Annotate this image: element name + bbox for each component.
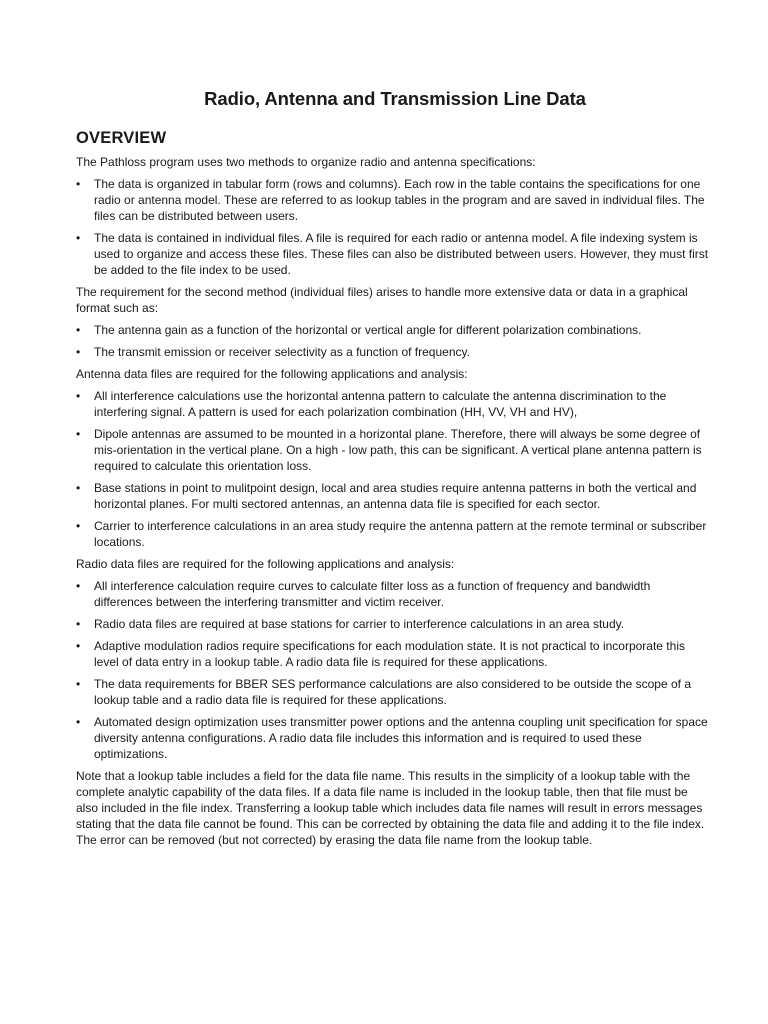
list-item-text: The transmit emission or receiver selectivity as a function of frequency. <box>94 345 470 359</box>
radio-paragraph: Radio data files are required for the following applications and analysis: <box>76 557 455 571</box>
list-item-text: Carrier to interference calculations in an area study require the antenna pattern at the remote terminal or subscriber locations. <box>94 519 707 549</box>
bullet-icon: • <box>76 481 81 495</box>
list-item <box>76 344 712 360</box>
document-body <box>76 154 712 854</box>
list-item <box>76 638 712 670</box>
list-item-text: The data requirements for BBER SES performance calculations are also considered to be outside the scope of a lookup table and a radio data file is required for these applications. <box>94 677 691 707</box>
list-item <box>76 616 712 632</box>
list-item <box>76 578 712 610</box>
note-paragraph: Note that a lookup table includes a field for the data file name. This results in the simplicity of a lookup table with the complete analytic capability of the data files. If a data file name is included in the lookup table, then that file must be also included in the file index. Transferring a lookup table which includes data file names will result in errors messages stating that the data file cannot be found. This can be corrected by obtaining the data file and adding it to the file index. The error can be removed (but not corrected) by erasing the data file name from the lookup table. <box>76 769 705 847</box>
list-item <box>76 176 712 224</box>
bullet-icon: • <box>76 617 81 631</box>
bullet-icon: • <box>76 323 81 337</box>
bullet-icon: • <box>76 519 81 533</box>
graphical-examples-list <box>76 322 712 360</box>
bullet-icon: • <box>76 427 81 441</box>
bullet-icon: • <box>76 231 81 245</box>
list-item <box>76 322 712 338</box>
bullet-icon: • <box>76 715 81 729</box>
antenna-paragraph: Antenna data files are required for the following applications and analysis: <box>76 367 468 381</box>
methods-list <box>76 176 712 278</box>
page-title: Radio, Antenna and Transmission Line Data <box>204 88 586 109</box>
list-item <box>76 480 712 512</box>
bullet-icon: • <box>76 345 81 359</box>
bullet-icon: • <box>76 177 81 191</box>
list-item <box>76 426 712 474</box>
list-item-text: The antenna gain as a function of the horizontal or vertical angle for different polarization combinations. <box>94 323 642 337</box>
list-item-text: Dipole antennas are assumed to be mounted in a horizontal plane. Therefore, there will always be some degree of mis-orientation in the vertical plane. On a high - low path, this can be significant. A vertical plane antenna pattern is required to calculate this orientation loss. <box>94 427 702 473</box>
list-item-text: Automated design optimization uses transmitter power options and the antenna coupling unit specification for space diversity antenna configurations. A radio data file includes this information and is required to used these optimizations. <box>94 715 708 761</box>
list-item <box>76 388 712 420</box>
section-heading: OVERVIEW <box>76 129 167 147</box>
list-item <box>76 230 712 278</box>
list-item-text: The data is contained in individual files. A file is required for each radio or antenna model. A file indexing system is used to organize and access these files. These files can also be distributed between users. However, they must first be added to the file index to be used. <box>94 231 709 277</box>
intro-paragraph: The Pathloss program uses two methods to organize radio and antenna specifications: <box>76 155 536 169</box>
bullet-icon: • <box>76 639 81 653</box>
list-item-text: Adaptive modulation radios require specifications for each modulation state. It is not practical to incorporate this level of data entry in a lookup table. A radio data file is required for these applications. <box>94 639 685 669</box>
list-item-text: Base stations in point to mulitpoint design, local and area studies require antenna patterns in both the vertical and horizontal planes. For multi sectored antennas, an antenna data file is specified for each sector. <box>94 481 697 511</box>
list-item-text: All interference calculations use the horizontal antenna pattern to calculate the antenna discrimination to the interfering signal. A pattern is used for each polarization combination (HH, VV, VH and HV), <box>94 389 667 419</box>
list-item-text: The data is organized in tabular form (rows and columns). Each row in the table contains the specifications for one radio or antenna model. These are referred to as lookup tables in the program and are saved in individual files. The files can be distributed between users. <box>94 177 705 223</box>
list-item <box>76 714 712 762</box>
list-item-text: Radio data files are required at base stations for carrier to interference calculations in an area study. <box>94 617 625 631</box>
second-method-paragraph: The requirement for the second method (individual files) arises to handle more extensive data or data in a graphical format such as: <box>76 285 688 315</box>
list-item <box>76 676 712 708</box>
list-item <box>76 518 712 550</box>
bullet-icon: • <box>76 389 81 403</box>
bullet-icon: • <box>76 677 81 691</box>
radio-list <box>76 578 712 762</box>
bullet-icon: • <box>76 579 81 593</box>
antenna-list <box>76 388 712 550</box>
list-item-text: All interference calculation require curves to calculate filter loss as a function of frequency and bandwidth differences between the interfering transmitter and victim receiver. <box>94 579 651 609</box>
